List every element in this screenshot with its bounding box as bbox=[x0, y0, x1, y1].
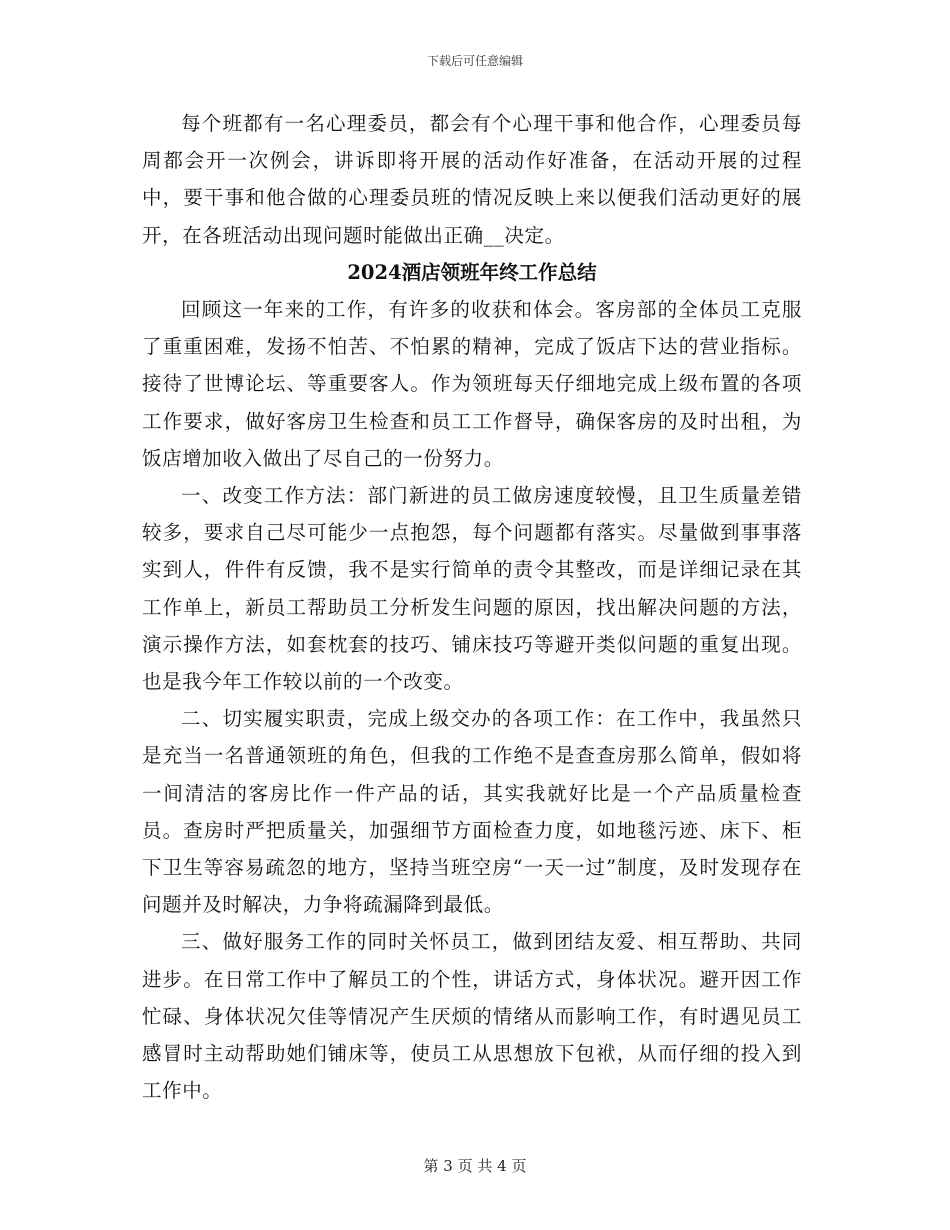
body-paragraph-1: 回顾这一年来的工作，有许多的收获和体会。客房部的全体员工克服了重重困难，发扬不怕苦、不怕累的精神，完成了饭店下达的营业指标。接待了世博论坛、等重要客人。作为领班每天仔细地完成上级布置的各项工作要求，做好客房卫生检查和员工工作督导，确保客房的及时出租，为饭店增加收入做出了尽自己的一份努力。 bbox=[142, 298, 802, 470]
body-paragraph-2: 一、改变工作方法：部门新进的员工做房速度较慢，且卫生质量差错较多，要求自己尽可能少一点抱怨，每个问题都有落实。尽量做到事事落实到人，件件有反馈，我不是实行简单的责令其整改，而是详细记录在其工作单上，新员工帮助员工分析发生问题的原因，找出解决问题的方法，演示操作方法，如套枕套的技巧、铺床技巧等避开类似问题的重复出现。也是我今年工作较以前的一个改变。 bbox=[142, 484, 802, 694]
page-footer: 第 3 页 共 4 页 bbox=[423, 1157, 527, 1175]
intro-paragraph: 每个班都有一名心理委员，都会有个心理干事和他合作，心理委员每周都会开一次例会，讲诉即将开展的活动作好准备，在活动开展的过程中，要干事和他合做的心理委员班的情况反映上来以便我们活动更好的展开，在各班活动出现问题时能做出正确__决定。 bbox=[142, 112, 802, 247]
page-header: 下载后可任意编辑 bbox=[426, 54, 523, 68]
document-title: 2024酒店领班年终工作总结 bbox=[347, 260, 597, 284]
document-body bbox=[142, 105, 802, 1109]
body-paragraph-4: 三、做好服务工作的同时关怀员工，做到团结友爱、相互帮助、共同进步。在日常工作中了解员工的个性，讲话方式，身体状况。避开因工作忙碌、身体状况欠佳等情况产生厌烦的情绪从而影响工作，有时遇见员工感冒时主动帮助她们铺床等，使员工从思想放下包袱，从而仔细的投入到工作中。 bbox=[142, 930, 802, 1103]
body-paragraph-3: 二、切实履实职责，完成上级交办的各项工作：在工作中，我虽然只是充当一名普通领班的角色，但我的工作绝不是查查房那么简单，假如将一间清洁的客房比作一件产品的话，其实我就好比是一个产品质量检查员。查房时严把质量关，加强细节方面检查力度，如地毯污迹、床下、柜下卫生等容易疏忽的地方，坚持当班空房“一天一过”制度，及时发现存在问题并及时解决，力争将疏漏降到最低。 bbox=[142, 707, 802, 917]
